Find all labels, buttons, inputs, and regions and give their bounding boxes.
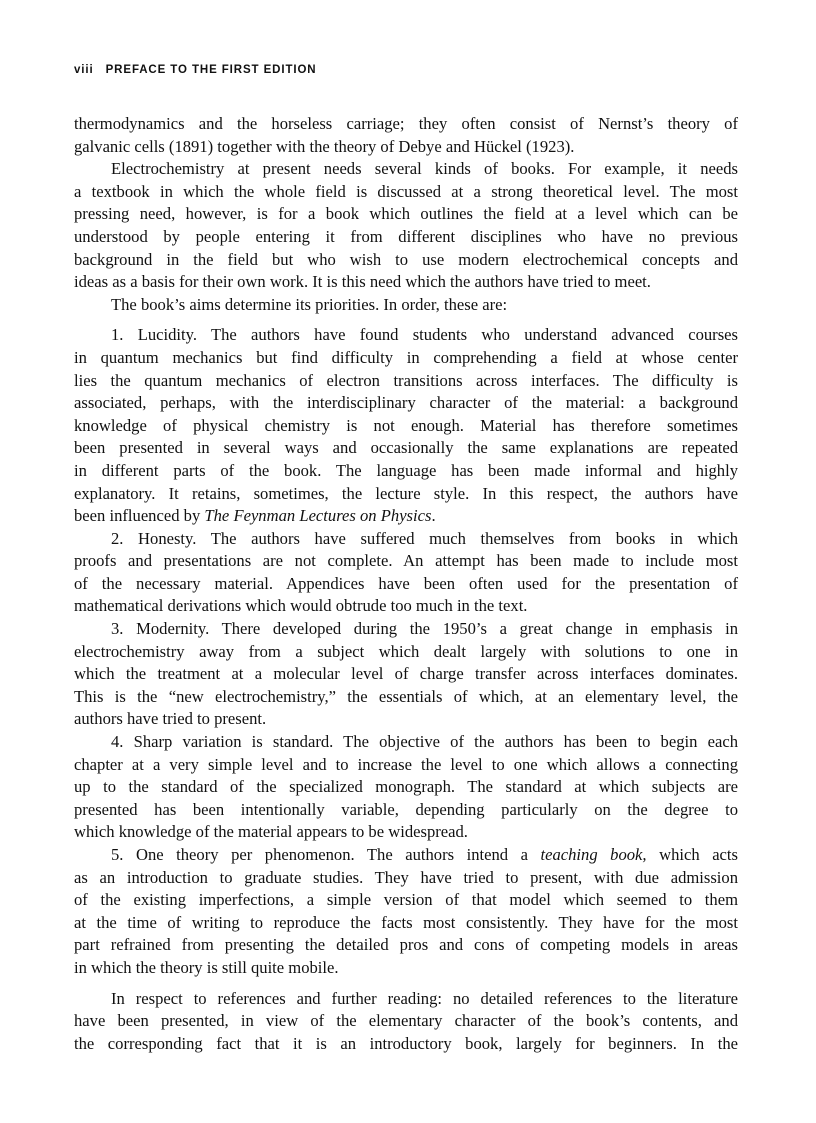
text-line: 4. Sharp variation is standard. The objective of the authors has been to begin each [111,732,738,752]
text-line: explanatory. It retains, sometimes, the lecture style. In this respect, the authors have [74,483,738,503]
text-line: ideas as a basis for their own work. It is this need which the authors have tried to meet. [74,272,651,292]
text-line: in different parts of the book. The language has been made informal and highly [74,460,738,480]
text-line: mathematical derivations which would obtrude too much in the text. [74,596,528,616]
text-line: presented has been intentionally variable, depending particularly on the degree to [74,799,738,819]
text-line: authors have tried to present. [74,709,267,729]
text-line: a textbook in which the whole field is discussed at a strong theoretical level. The most [74,181,738,201]
text-line: 1. Lucidity. The authors have found students who understand advanced courses [111,325,738,345]
text-run: which acts [646,845,738,864]
text-line [74,844,738,867]
document-page [74,0,738,1123]
text-line: electrochemistry away from a subject which dealt largely with solutions to one in [74,641,738,661]
text-run: 5. One theory per phenomenon. The authors intend a [111,845,541,864]
text-line: which knowledge of the material appears to be widespread. [74,822,468,842]
running-header [74,64,317,76]
text-line: knowledge of physical chemistry is not enough. Material has therefore sometimes [74,415,738,435]
text-line: 3. Modernity. There developed during the 1950’s a great change in emphasis in [111,619,738,639]
text-line: 2. Honesty. The authors have suffered much themselves from books in which [111,528,738,548]
text-line: In respect to references and further reading: no detailed references to the literature [111,988,738,1008]
text-line: thermodynamics and the horseless carriage; they often consist of Nernst’s theory of [74,114,738,133]
text-line [74,505,738,528]
text-line: Electrochemistry at present needs several kinds of books. For example, it needs [111,159,738,179]
text-line: in quantum mechanics but find difficulty in comprehending a field at whose center [74,347,738,367]
text-line: of the existing imperfections, a simple version of that model which seemed to them [74,890,738,910]
text-line: have been presented, in view of the elementary character of the book’s contents, and [74,1011,738,1031]
text-line: pressing need, however, is for a book which outlines the field at a level which can be [74,204,738,224]
text-line: the corresponding fact that it is an introductory book, largely for beginners. In the [74,1033,738,1053]
text-line: of the necessary material. Appendices have been often used for the presentation of [74,573,738,593]
text-run: . [431,506,436,526]
italic-title: The Feynman Lectures on Physics [204,506,432,526]
text-line: associated, perhaps, with the interdisciplinary character of the material: a background [74,393,738,413]
text-line: galvanic cells (1891) together with the theory of Debye and Hückel (1923). [74,136,575,156]
text-run: been influenced by [74,506,205,526]
text-line: which the treatment at a molecular level of charge transfer across interfaces dominates. [74,664,738,684]
text-line: part refrained from presenting the detailed pros and cons of competing models in areas [74,935,738,955]
text-line: in which the theory is still quite mobile. [74,957,339,977]
italic-phrase: teaching book, [540,845,647,864]
text-line: background in the field but who wish to use modern electrochemical concepts and [74,249,738,269]
header-title: PREFACE TO THE FIRST EDITION [105,64,317,76]
text-line: proofs and presentations are not complete. An attempt has been made to include most [74,551,738,571]
text-line: chapter at a very simple level and to increase the level to one which allows a connecting [74,754,738,774]
text-line: as an introduction to graduate studies. They have tried to present, with due admission [74,867,738,887]
text-line: The book’s aims determine its priorities. In order, these are: [111,294,508,314]
page-number: viii [74,64,94,76]
text-line: been presented in several ways and occasionally the same explanations are repeated [74,438,738,458]
text-line: at the time of writing to reproduce the facts most consistently. They have for the most [74,912,738,932]
text-line: understood by people entering it from different disciplines who have no previous [74,226,738,246]
paragraph-gap [74,980,738,988]
text-line: lies the quantum mechanics of electron transitions across interfaces. The difficulty is [74,370,738,390]
text-line: up to the standard of the specialized monograph. The standard at which subjects are [74,777,738,797]
body-text [74,113,738,1055]
text-line: This is the “new electrochemistry,” the essentials of which, at an elementary level, the [74,686,738,706]
paragraph-gap [74,316,738,324]
